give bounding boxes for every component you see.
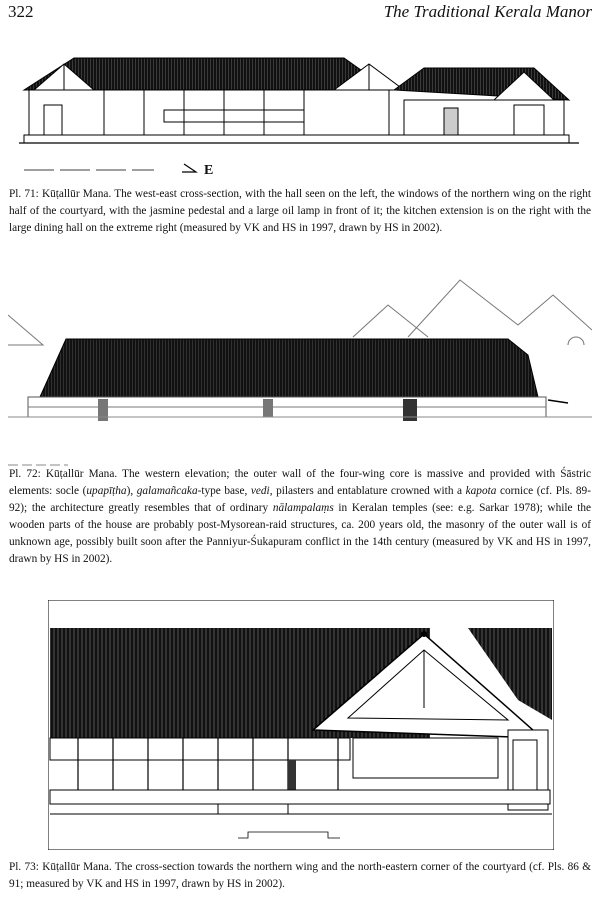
caption-text: -type base,: [197, 485, 251, 497]
figure-pl73-northern-wing-section: [48, 600, 554, 850]
caption-term: kapota: [465, 485, 497, 497]
page-header: [8, 2, 592, 24]
caption-text: in Keralan temples (see: e.g. Sarkar 1978); while the wooden parts of the house are probably post-Mysorean-raid structures, ca. 200 years old, the masonry of the outer wall is of unknown age, possibly built soon after the Panniyur-Śukapuram conflict in the 14th century (measured by VK and HS in 1997, drawn by HS in 2002).: [9, 502, 591, 565]
caption-pl73: Pl. 73: Kūṭallūr Mana. The cross-section towards the northern wing and the north-eastern corner of the courtyard (cf. Pls. 86 & 91; measured by VK and HS in 1997, drawn by HS in 2002).: [9, 861, 591, 890]
direction-label: E: [204, 163, 214, 178]
running-title: The Traditional Kerala Manor: [383, 2, 592, 21]
caption-term: vedi: [250, 485, 270, 497]
caption-pl72: [9, 466, 591, 568]
page-number: 322: [8, 2, 34, 21]
caption-text: , pilasters and entablature crowned with a: [269, 485, 466, 497]
caption-term: upapīṭha: [86, 485, 127, 497]
caption-text: Pl. 72: Kūṭallūr Mana. The western elevation; the outer wall of the four-wing core is massive and provided with Śāstric elements: socle (: [9, 468, 591, 497]
caption-text: ),: [126, 485, 137, 497]
caption-text: cornice (cf. Pls. 89-92); the architecture greatly resembles that of ordinary: [9, 485, 591, 514]
figure-pl71-cross-section: [14, 50, 586, 190]
figure-pl72-western-elevation: [8, 275, 592, 470]
caption-pl71: Pl. 71: Kūṭallūr Mana. The west-east cross-section, with the hall seen on the left, the windows of the northern wing on the right half of the courtyard, with the jasmine pedestal and a large oil lamp in front of it; the kitchen extension is on the right with the large dining hall on the extreme right (measured by VK and HS in 1997, drawn by HS in 2002).: [9, 188, 591, 234]
caption-term: galamañcaka: [136, 485, 198, 497]
caption-term: nālampalaṃs: [272, 502, 334, 514]
